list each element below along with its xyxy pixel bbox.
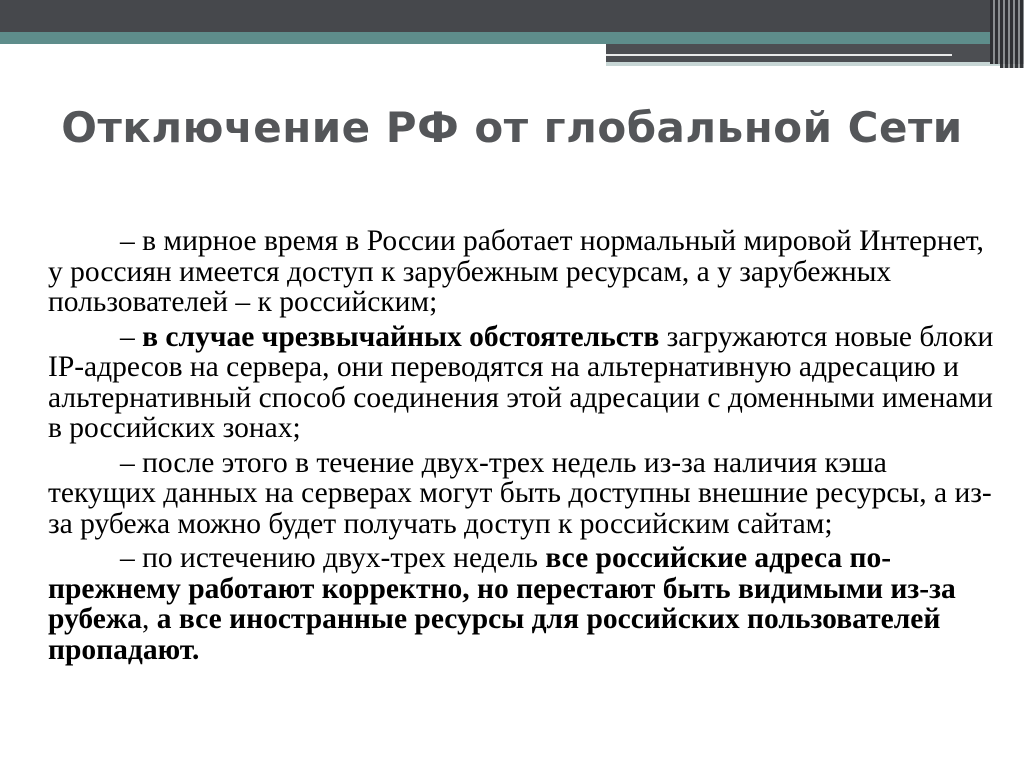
body-paragraph (48, 322, 998, 444)
body-paragraph (48, 543, 998, 665)
paragraph-text: – после этого в течение двух-трех недель из-за наличия кэша текущих данных на серверах могут быть доступны внешние ресурсы, а из-за рубежа можно будет получать доступ к российским сайтам; (48, 446, 992, 540)
paragraph-text: загружаются новые блоки IP-адресов на сервера, они переводятся на альтернативную адресацию и альтернативный способ соединения этой адресации с доменными именами в российских зонах; (48, 320, 994, 444)
body-paragraph (48, 448, 998, 540)
body-paragraph (48, 226, 998, 318)
paragraph-text: – по истечению двух-трех недель (120, 542, 546, 574)
emphasized-text: а все иностранные ресурсы для российских пользователей пропадают. (48, 603, 941, 666)
emphasized-text: все российские адреса по-прежнему работают корректно, но перестают быть видимыми из-за рубежа (48, 542, 956, 635)
emphasized-text: в случае чрезвычайных обстоятельств (142, 320, 660, 353)
header-accent-line (606, 54, 952, 56)
header-stripes-decoration-lower (1000, 64, 1024, 68)
paragraph-text: – в мирное время в России работает нормальный мировой Интернет, у россиян имеется доступ к зарубежным ресурсам, а у зарубежных пользователей – к российским; (48, 225, 984, 318)
header-accent-line-lower (606, 62, 1024, 66)
header-teal-bar (0, 32, 1024, 44)
paragraph-text: – (120, 320, 143, 353)
header-dark-bar (0, 0, 1024, 32)
header-stripes-decoration (990, 0, 1024, 64)
slide-title: Отключение РФ от глобальной Сети (61, 103, 963, 152)
slide-body (48, 226, 998, 669)
paragraph-text: , (141, 603, 157, 635)
